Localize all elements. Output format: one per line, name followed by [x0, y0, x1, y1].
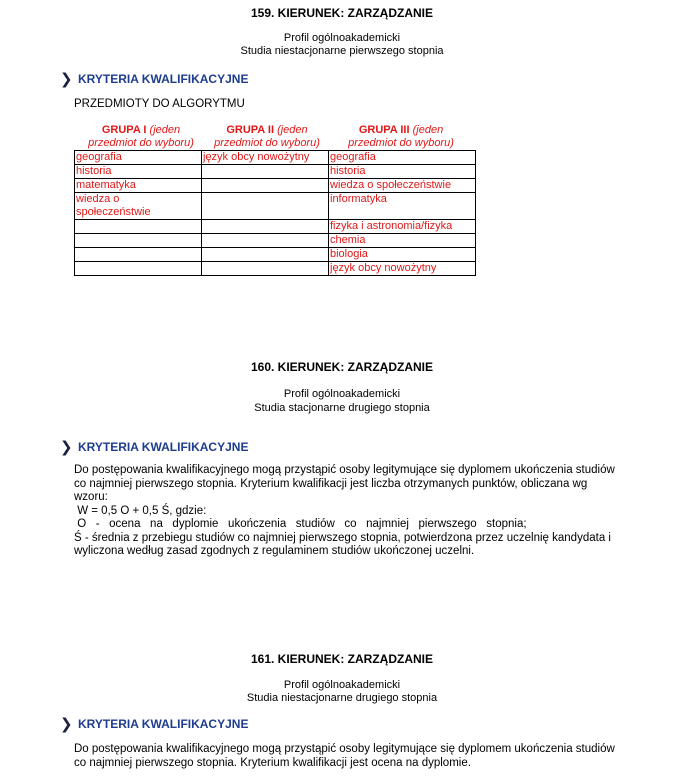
- section-159-criteria-label: KRYTERIA KWALIFIKACYJNE: [78, 72, 249, 86]
- paragraph-line: O - ocena na dyplomie ukończenia studiów co najmniej pierwszego stopnia;: [74, 518, 527, 530]
- table-cell: historia: [75, 165, 202, 179]
- table-cell: wiedza o społeczeństwie: [75, 193, 202, 220]
- paragraph-line: Do postępowania kwalifikacyjnego mogą przystąpić osoby legitymujące się dyplomem ukończenia studiów: [74, 464, 615, 476]
- section-161-criteria-label: KRYTERIA KWALIFIKACYJNE: [78, 717, 249, 731]
- table-cell: [202, 220, 329, 234]
- paragraph-line: co najmniej pierwszego stopnia. Kryterium kwalifikacji jest ocena na dyplomie.: [74, 756, 471, 769]
- table-cell: [75, 234, 202, 248]
- table-cell: [75, 262, 202, 276]
- table-cell: [202, 262, 329, 276]
- section-160-paragraph: [74, 464, 620, 559]
- table-cell: biologia: [329, 248, 476, 262]
- table-cell: matematyka: [75, 179, 202, 193]
- table-cell: [202, 193, 329, 220]
- section-161-heading: 161. KIERUNEK: ZARZĄDZANIE: [250, 652, 433, 666]
- formula-line: W = 0,5 O + 0,5 Ś, gdzie:: [74, 504, 207, 517]
- table-cell: fizyka i astronomia/fizyka: [329, 220, 476, 234]
- group-1-note-close: przedmiot do wyboru): [88, 137, 194, 149]
- group-1-header: [74, 124, 208, 150]
- table-row: [75, 179, 476, 193]
- table-row: [75, 262, 476, 276]
- section-160-mode: Studia stacjonarne drugiego stopnia: [254, 402, 430, 414]
- group-2-header: [202, 124, 332, 150]
- table-cell: geografia: [75, 151, 202, 165]
- group-2-name: GRUPA II: [226, 124, 275, 136]
- chevron-right-icon: ❯: [60, 438, 73, 456]
- table-cell: [202, 165, 329, 179]
- chevron-right-icon: ❯: [60, 715, 73, 733]
- table-cell: geografia: [329, 151, 476, 165]
- paragraph-line: Ś - średnia z przebiegu studiów co najmniej pierwszego stopnia, potwierdzona przez uczelnię kandydata i: [74, 531, 611, 544]
- chevron-right-icon: ❯: [60, 70, 73, 88]
- table-cell: [202, 248, 329, 262]
- subjects-table: [74, 150, 476, 276]
- table-row: [75, 234, 476, 248]
- group-3-name: GRUPA III: [358, 124, 410, 136]
- group-3-note-open: (jeden: [412, 124, 444, 136]
- paragraph-line: Do postępowania kwalifikacyjnego mogą przystąpić osoby legitymujące się dyplomem ukończenia studiów: [74, 743, 615, 755]
- table-row: [75, 193, 476, 220]
- section-159-profile: Profil ogólnoakademicki: [283, 32, 401, 44]
- table-cell: język obcy nowożytny: [329, 262, 476, 276]
- table-cell: [75, 220, 202, 234]
- section-160-heading: 160. KIERUNEK: ZARZĄDZANIE: [250, 360, 433, 374]
- section-160-profile: Profil ogólnoakademicki: [283, 388, 401, 400]
- table-cell: wiedza o społeczeństwie: [329, 179, 476, 193]
- paragraph-line: wyliczona według zasad zgodnych z regulaminem studiów ukończonej uczelni.: [74, 545, 475, 557]
- group-1-note-open: (jeden: [149, 124, 181, 136]
- paragraph-line: co najmniej pierwszego stopnia. Kryterium kwalifikacji jest liczba otrzymanych punktów, obliczana wg: [74, 477, 588, 490]
- table-cell: język obcy nowożytny: [202, 151, 329, 165]
- table-cell: historia: [329, 165, 476, 179]
- section-159-mode: Studia niestacjonarne pierwszego stopnia: [240, 45, 444, 57]
- table-row: [75, 220, 476, 234]
- group-3-header: [328, 124, 474, 150]
- group-3-note-close: przedmiot do wyboru): [348, 137, 454, 149]
- section-159-heading: 159. KIERUNEK: ZARZĄDZANIE: [250, 6, 433, 20]
- section-161-profile: Profil ogólnoakademicki: [283, 679, 401, 691]
- table-cell: [202, 179, 329, 193]
- group-2-note-close: przedmiot do wyboru): [214, 137, 320, 149]
- table-cell: [75, 248, 202, 262]
- table-row: [75, 248, 476, 262]
- table-row: [75, 165, 476, 179]
- paragraph-line: wzoru:: [74, 491, 108, 503]
- table-cell: chemia: [329, 234, 476, 248]
- section-161-mode: Studia niestacjonarne drugiego stopnia: [246, 692, 438, 704]
- group-1-name: GRUPA I: [101, 124, 147, 136]
- section-160-criteria-label: KRYTERIA KWALIFIKACYJNE: [78, 440, 249, 454]
- group-2-note-open: (jeden: [277, 124, 308, 136]
- algorithm-subjects-label: PRZEDMIOTY DO ALGORYTMU: [74, 98, 245, 110]
- section-161-paragraph: [74, 743, 620, 770]
- table-cell: informatyka: [329, 193, 476, 220]
- table-cell: [202, 234, 329, 248]
- table-row: [75, 151, 476, 165]
